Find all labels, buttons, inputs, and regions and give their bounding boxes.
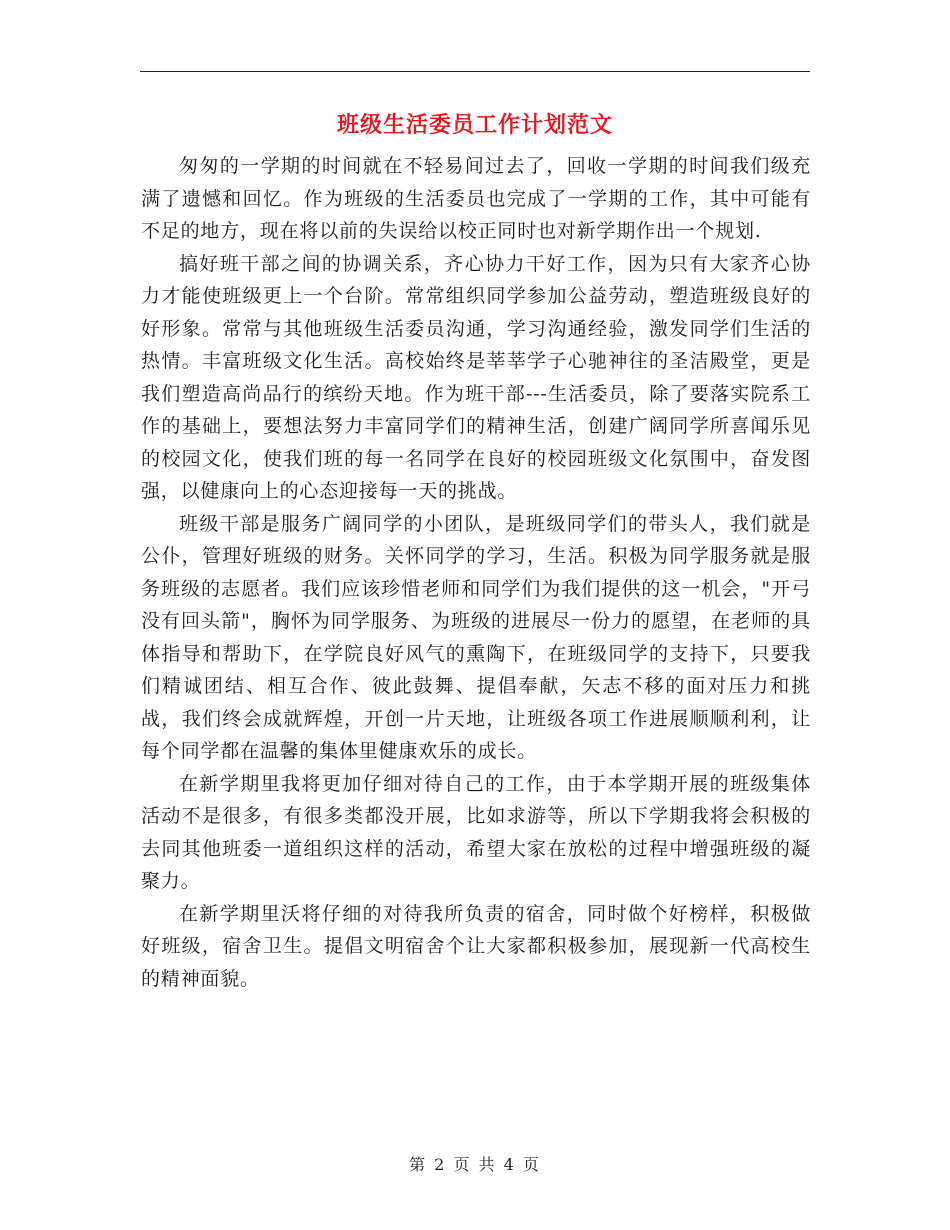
header-rule — [140, 71, 810, 72]
page-number: 第 2 页 共 4 页 — [409, 1155, 541, 1174]
document-body — [141, 150, 811, 995]
paragraph-1: 匆匆的一学期的时间就在不轻易间过去了，回收一学期的时间我们级充满了遗憾和回忆。作为班级的生活委员也完成了一学期的工作，其中可能有不足的地方，现在将以前的失误给以校正同时也对新学期作出一个规划. — [141, 155, 811, 242]
paragraph-2: 搞好班干部之间的协调关系，齐心协力干好工作，因为只有大家齐心协力才能使班级更上一个台阶。常常组织同学参加公益劳动，塑造班级良好的好形象。常常与其他班级生活委员沟通，学习沟通经验，激发同学们生活的热情。丰富班级文化生活。高校始终是莘莘学子心驰神往的圣洁殿堂，更是我们塑造高尚品行的缤纷天地。作为班干部---生活委员，除了要落实院系工作的基础上，要想法努力丰富同学们的精神生活，创建广阔同学所喜闻乐见的校园文化，使我们班的每一名同学在良好的校园班级文化氛围中，奋发图强，以健康向上的心态迎接每一天的挑战。 — [141, 252, 811, 502]
paragraph-5: 在新学期里沃将仔细的对待我所负责的宿舍，同时做个好榜样，积极做好班级，宿舍卫生。提倡文明宿舍个让大家都积极参加，展现新一代高校生的精神面貌。 — [141, 902, 811, 990]
paragraph-4: 在新学期里我将更加仔细对待自己的工作，由于本学期开展的班级集体活动不是很多，有很多类都没开展，比如求游等，所以下学期我将会积极的去同其他班委一道组织这样的活动，希望大家在放松的过程中增强班级的凝聚力。 — [141, 772, 811, 892]
document-title: 班级生活委员工作计划范文 — [336, 112, 613, 138]
paragraph-3: 班级干部是服务广阔同学的小团队，是班级同学们的带头人，我们就是公仆，管理好班级的财务。关怀同学的学习，生活。积极为同学服务就是服务班级的志愿者。我们应该珍惜老师和同学们为我们提供的这一机会，"开弓没有回头箭"，胸怀为同学服务、为班级的进展尽一份力的愿望，在老师的具体指导和帮助下，在学院良好风气的熏陶下，在班级同学的支持下，只要我们精诚团结、相互合作、彼此鼓舞、提倡奉献，矢志不移的面对压力和挑战，我们终会成就辉煌，开创一片天地，让班级各项工作进展顺顺利利，让每个同学都在温馨的集体里健康欢乐的成长。 — [141, 512, 811, 762]
